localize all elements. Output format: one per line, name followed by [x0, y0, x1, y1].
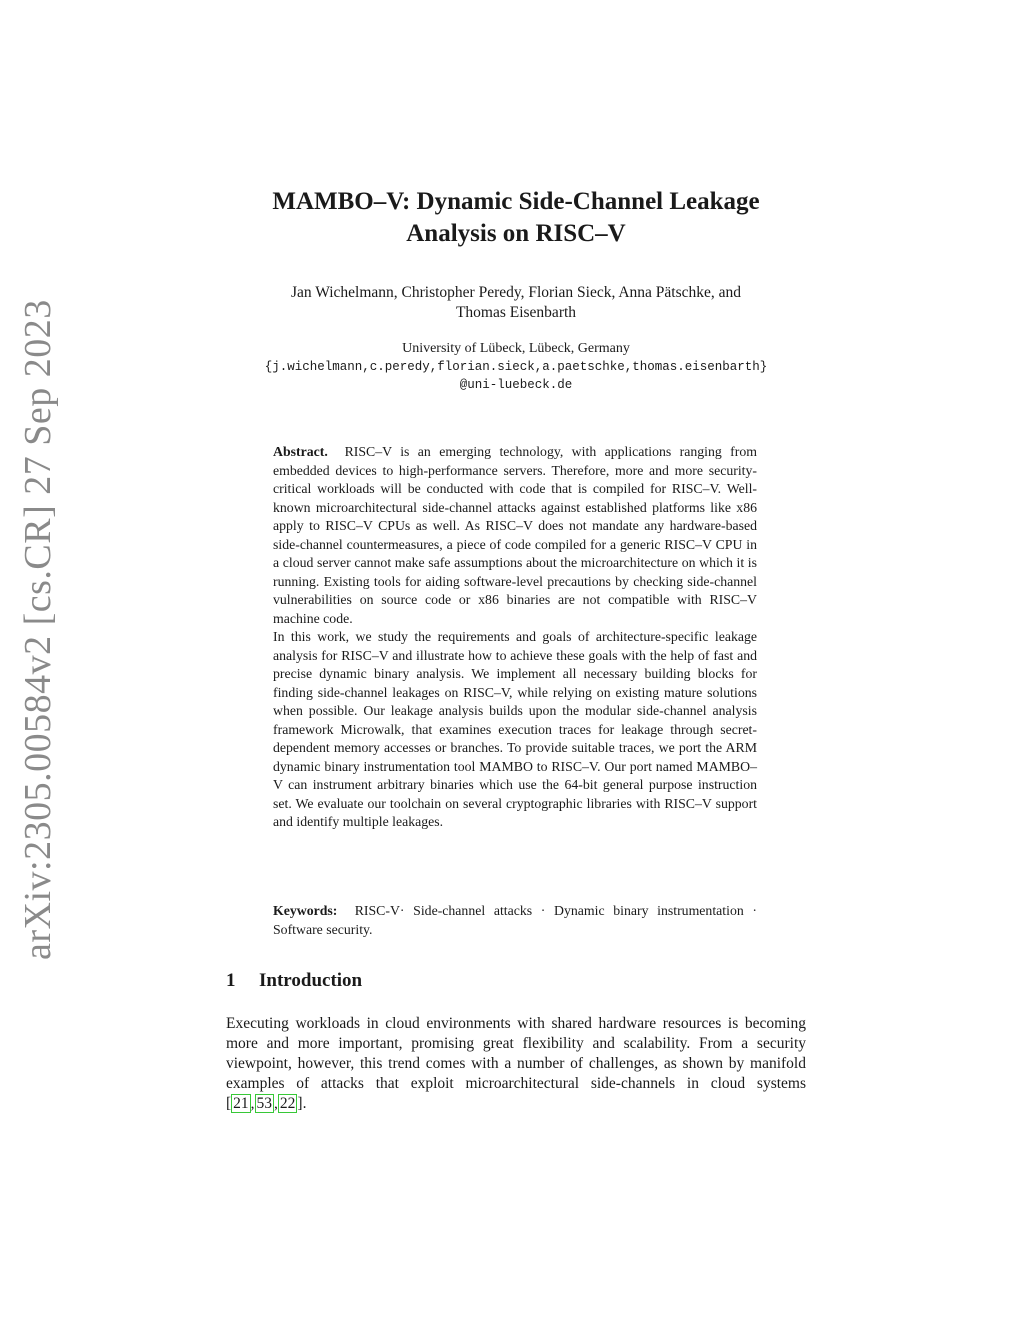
- abstract: [273, 443, 757, 832]
- citation-link-22[interactable]: 22: [279, 1095, 296, 1112]
- citation-open: [: [226, 1095, 232, 1112]
- title-line-2: Analysis on RISC–V: [406, 220, 626, 247]
- keywords: [273, 902, 757, 939]
- intro-text: Executing workloads in cloud environments with shared hardware resources is becoming more and more important, promising great flexibility and scalability. From a security viewpoint, however, this trend comes with a number of challenges, as shown by manifold examples of attacks that exploit microarchitectural side-channels in cloud systems: [226, 1015, 806, 1092]
- citation-link-21[interactable]: 21: [233, 1095, 249, 1112]
- author-emails: {j.wichelmann,c.peredy,florian.sieck,a.paetschke,thomas.eisenbarth}: [264, 360, 768, 374]
- citation-close: ].: [297, 1095, 307, 1112]
- email-domain: @uni-luebeck.de: [459, 378, 573, 392]
- section-number: 1: [226, 970, 236, 991]
- institution: University of Lübeck, Lübeck, Germany: [402, 341, 630, 356]
- affiliation: [226, 340, 806, 394]
- arxiv-identifier-stamp: arXiv:2305.00584v2 [cs.CR] 27 Sep 2023: [17, 299, 59, 960]
- paper-title: [226, 186, 806, 250]
- author-list: [226, 283, 806, 323]
- section-title: Introduction: [259, 970, 363, 991]
- keywords-text: RISC-V· Side-channel attacks · Dynamic binary instrumentation · Software security.: [273, 903, 757, 937]
- abstract-paragraph-1: [273, 443, 757, 628]
- introduction-body: [226, 1014, 806, 1114]
- abstract-paragraph-2: In this work, we study the requirements and goals of architecture-specific leakage analysis for RISC–V and illustrate how to achieve these goals with the help of fast and precise dynamic binary analysis. We implement all necessary building blocks for finding side-channel leakages on RISC–V, while relying on existing mature solutions when possible. Our leakage analysis builds upon the modular side-channel analysis framework Microwalk, that examines execution traces for leakage through secret-dependent memory accesses or branches. To provide suitable traces, we port the ARM dynamic binary instrumentation tool MAMBO to RISC–V. Our port named MAMBO–V can instrument arbitrary binaries which use the 64-bit general purpose instruction set. We evaluate our toolchain on several cryptographic libraries with RISC–V support and identify multiple leakages.: [273, 629, 757, 829]
- intro-paragraph: Executing workloads in cloud environments with shared hardware resources is becoming more and more important, promising great flexibility and scalability. From a security viewpoint, however, this trend comes with a number of challenges, as shown by manifold examples of attacks that exploit microarchitectural side-channels in cloud systems [ 21 , 53 , 22 ].: [226, 1015, 806, 1112]
- citation-link-53[interactable]: 53: [256, 1095, 273, 1112]
- abstract-label: Abstract.: [273, 444, 328, 459]
- authors-line-1: Jan Wichelmann, Christopher Peredy, Florian Sieck, Anna Pätschke, and: [290, 284, 742, 301]
- title-line-1: MAMBO–V: Dynamic Side-Channel Leakage: [272, 188, 760, 215]
- section-heading: [226, 970, 362, 992]
- authors-line-2: Thomas Eisenbarth: [455, 304, 577, 321]
- keywords-label: Keywords:: [273, 903, 338, 918]
- abstract-text-1: RISC–V is an emerging technology, with applications ranging from embedded devices to high-performance servers. Therefore, more and more security-critical workloads will be conducted with code that is compiled for RISC–V. Well-known microarchitectural side-channel attacks against established platforms like x86 apply to RISC–V CPUs as well. As RISC–V does not mandate any hardware-based side-channel countermeasures, a piece of code compiled for a generic RISC–V CPU in a cloud server cannot make safe assumptions about the microarchitecture on which it is running. Existing tools for aiding software-level precautions by checking side-channel vulnerabilities on source code or x86 binaries are not compatible with RISC–V machine code.: [273, 444, 757, 626]
